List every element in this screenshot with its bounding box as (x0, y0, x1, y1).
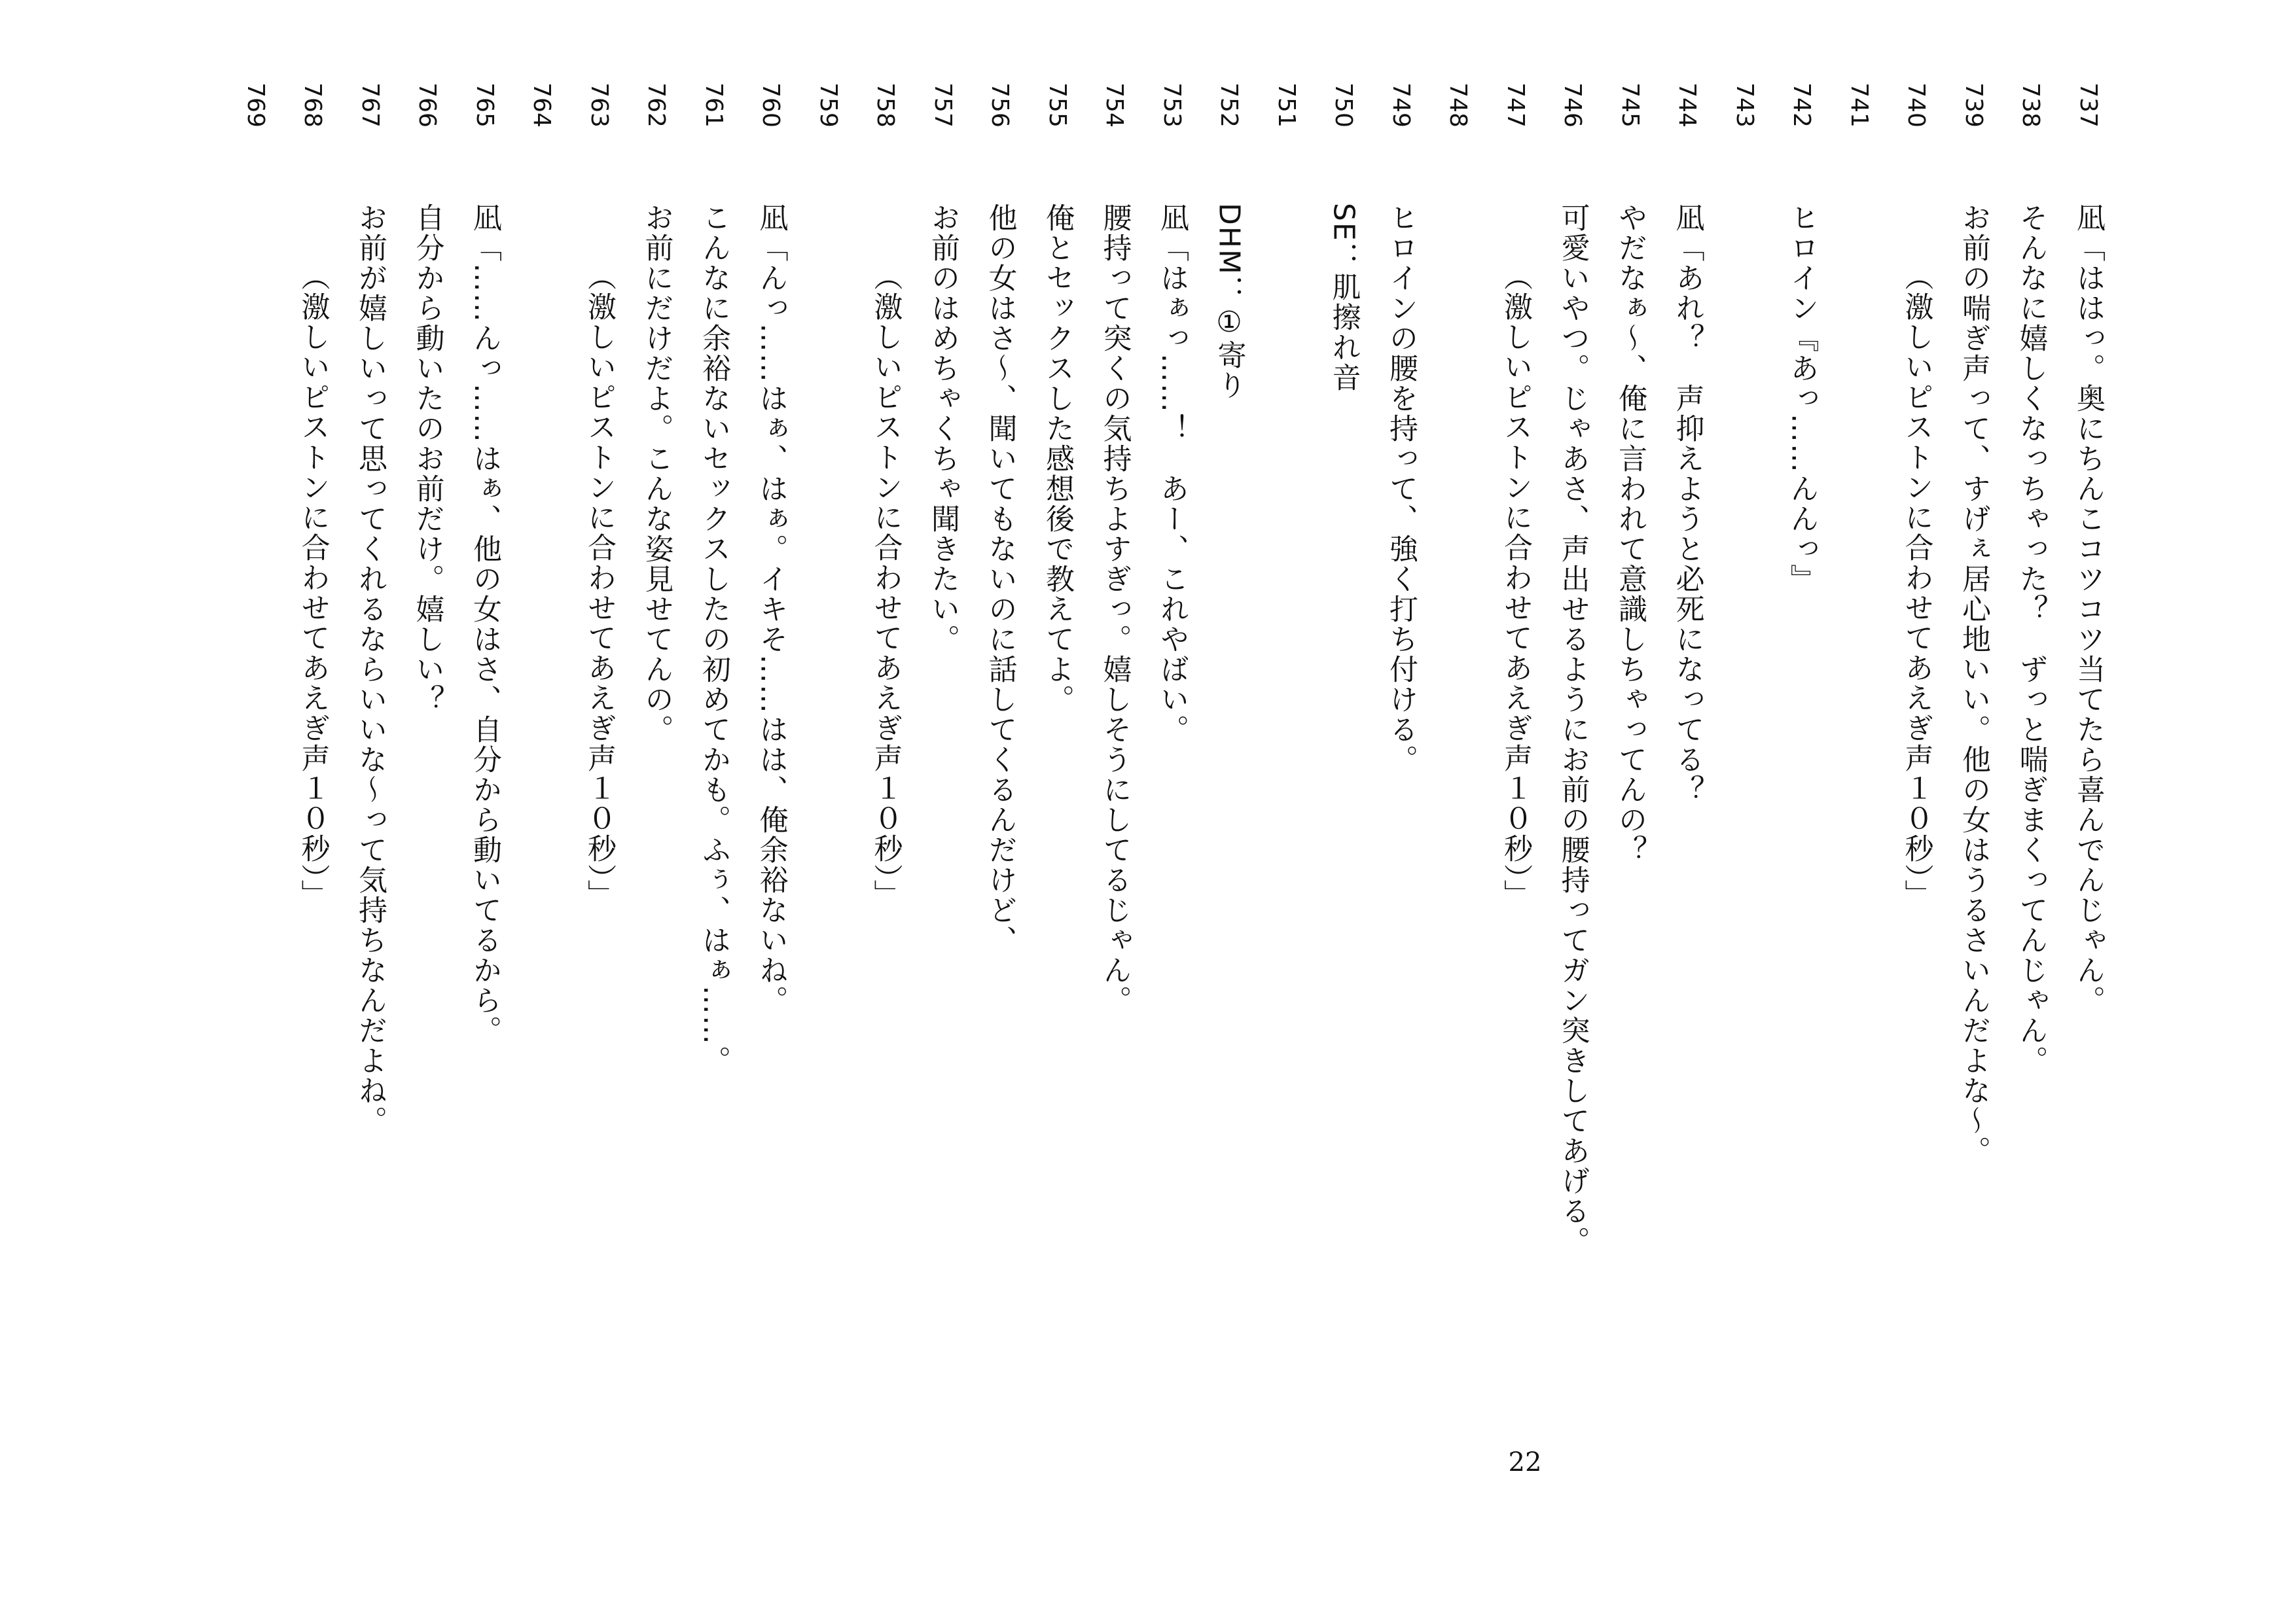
line-text-wrap (287, 203, 339, 1446)
script-line (1661, 0, 1713, 1624)
line-number-wrap (687, 82, 740, 128)
line-number-wrap (1145, 82, 1198, 128)
line-number: 741 (1845, 82, 1873, 128)
script-line (1260, 0, 1312, 1624)
line-text-wrap (1661, 203, 1713, 1446)
line-number: 737 (2074, 82, 2102, 128)
line-number-wrap (1318, 82, 1370, 128)
line-number: 750 (1330, 82, 1357, 128)
line-number: 768 (299, 82, 326, 128)
line-text: 自分から動いたのお前だけ。嬉しい？ (410, 203, 444, 715)
line-text-wrap (401, 203, 454, 1446)
line-text-wrap (859, 203, 912, 1446)
speaker-name: ヒロイン (1785, 203, 1819, 323)
script-line (1604, 0, 1656, 1624)
line-number-wrap (745, 82, 797, 128)
line-number: 755 (1043, 82, 1071, 128)
line-text-wrap (1031, 203, 1083, 1446)
line-number: 746 (1559, 82, 1586, 128)
line-number-wrap (1604, 82, 1656, 128)
line-text: 腰持って突くの気持ちよすぎっ。嬉しそうにしてるじゃん。 (1098, 203, 1132, 1015)
line-number-wrap (1718, 82, 1770, 128)
line-number: 744 (1674, 82, 1700, 128)
line-text: 「はぁっ……！ あー、これやばい。 (1155, 233, 1189, 745)
line-text-wrap (458, 203, 511, 1446)
line-number-wrap (1547, 82, 1599, 128)
script-line (1947, 0, 2000, 1624)
script-line (344, 0, 396, 1624)
line-text: 『あっ……んんっ』 (1785, 323, 1819, 594)
line-number: 754 (1101, 82, 1128, 128)
speaker-name: 凪 (2072, 203, 2105, 233)
script-line (687, 0, 740, 1624)
line-number: 758 (872, 82, 899, 128)
line-text: DHM：①寄り (1212, 203, 1246, 400)
line-number: 764 (528, 82, 555, 128)
line-number-wrap (802, 82, 854, 128)
script-line (1890, 0, 1943, 1624)
script-line (573, 0, 625, 1624)
line-text: SE：肌擦れ音 (1327, 203, 1361, 393)
line-text-wrap (745, 203, 797, 1446)
line-text-wrap (1432, 203, 1484, 1446)
line-number-wrap (2005, 82, 2057, 128)
line-number: 740 (1903, 82, 1929, 128)
line-text: お前が嬉しいって思ってくれるならいいな～って気持ちなんだよね。 (353, 203, 387, 1136)
line-number: 766 (414, 82, 440, 128)
line-text-wrap (687, 203, 740, 1446)
script-line (458, 0, 511, 1624)
line-number: 756 (986, 82, 1013, 128)
line-text: ヒロインの腰を持って、強く打ち付ける。 (1384, 203, 1418, 775)
line-text-wrap (974, 203, 1026, 1446)
line-text-wrap (2062, 203, 2114, 1446)
script-line (1088, 0, 1141, 1624)
line-number: 745 (1616, 82, 1643, 128)
line-text: （激しいピストンに合わせてあえぎ声１０秒）」 (869, 262, 903, 909)
line-text-wrap (229, 203, 281, 1446)
line-number-wrap (1776, 82, 1828, 128)
speaker-name: 凪 (1670, 203, 1704, 233)
line-text-wrap (1890, 203, 1943, 1446)
line-text-wrap (1145, 203, 1198, 1446)
line-text-wrap (1833, 203, 1885, 1446)
line-number-wrap (1374, 82, 1427, 128)
line-text-wrap (1374, 203, 1427, 1446)
line-number: 761 (700, 82, 727, 128)
line-number-wrap (1947, 82, 2000, 128)
line-text: やだなぁ～、俺に言われて意識しちゃってんの？ (1613, 203, 1647, 865)
line-number-wrap (1088, 82, 1141, 128)
script-line (630, 0, 683, 1624)
line-text: （激しいピストンに合わせてあえぎ声１０秒）」 (296, 262, 330, 909)
line-number-wrap (573, 82, 625, 128)
script-line (859, 0, 912, 1624)
line-text-wrap (1547, 203, 1599, 1446)
line-text-wrap (1604, 203, 1656, 1446)
line-text: お前のはめちゃくちゃ聞きたい。 (926, 203, 960, 654)
line-number: 757 (929, 82, 956, 128)
line-text: そんなに嬉しくなっちゃった？ ずっと喘ぎまくってんじゃん。 (2014, 203, 2048, 1076)
script-line (1718, 0, 1770, 1624)
line-number: 747 (1501, 82, 1529, 128)
line-text-wrap (1260, 203, 1312, 1446)
line-text: お前の喘ぎ声って、すげぇ居心地いい。他の女はうるさいんだよな～。 (1957, 203, 1990, 1166)
line-text-wrap (916, 203, 969, 1446)
script-line (287, 0, 339, 1624)
script-line (1374, 0, 1427, 1624)
line-text-wrap (1088, 203, 1141, 1446)
script-line (802, 0, 854, 1624)
line-text: （激しいピストンに合わせてあえぎ声１０秒）」 (1899, 262, 1933, 909)
line-number: 742 (1788, 82, 1815, 128)
line-text-wrap (2005, 203, 2057, 1446)
speaker-name: 凪 (468, 203, 501, 233)
line-text-wrap (1203, 203, 1255, 1446)
line-text-wrap (1947, 203, 2000, 1446)
line-number: 752 (1215, 82, 1242, 128)
script-line (1318, 0, 1370, 1624)
script-line (2005, 0, 2057, 1624)
line-text: （激しいピストンに合わせてあえぎ声１０秒）」 (583, 262, 616, 909)
line-number-wrap (458, 82, 511, 128)
line-number-wrap (516, 82, 568, 128)
script-line (1776, 0, 1828, 1624)
line-number: 769 (242, 82, 269, 128)
line-number: 753 (1158, 82, 1185, 128)
line-number-wrap (630, 82, 683, 128)
line-text: こんなに余裕ないセックスしたの初めてかも。ふぅ、はぁ……。 (697, 203, 730, 1076)
line-text-wrap (344, 203, 396, 1446)
script-line (1547, 0, 1599, 1624)
line-number-wrap (1031, 82, 1083, 128)
line-text: 俺とセックスした感想後で教えてよ。 (1041, 203, 1074, 715)
script-line (1031, 0, 1083, 1624)
line-number-wrap (1890, 82, 1943, 128)
line-number-wrap (401, 82, 454, 128)
line-number: 767 (356, 82, 384, 128)
speaker-name: 凪 (1155, 203, 1189, 233)
line-text-wrap (516, 203, 568, 1446)
line-number-wrap (1489, 82, 1541, 128)
line-number-wrap (1203, 82, 1255, 128)
line-number: 759 (814, 82, 842, 128)
line-number-wrap (859, 82, 912, 128)
line-number: 739 (1960, 82, 1987, 128)
line-text-wrap (1489, 203, 1541, 1446)
line-number-wrap (287, 82, 339, 128)
line-text: 可愛いやつ。じゃあさ、声出せるようにお前の腰持ってガン突きしてあげる。 (1556, 203, 1590, 1256)
line-text: （激しいピストンに合わせてあえぎ声１０秒）」 (1499, 262, 1532, 909)
line-number: 748 (1444, 82, 1471, 128)
line-text: 「ははっ。奥にちんこコツコツ当てたら喜んでんじゃん。 (2072, 233, 2105, 1015)
line-text-wrap (573, 203, 625, 1446)
line-number: 751 (1272, 82, 1300, 128)
script-line (974, 0, 1026, 1624)
speaker-name: 凪 (754, 203, 788, 233)
line-number: 749 (1387, 82, 1414, 128)
line-text: お前にだけだよ。こんな姿見せてんの。 (639, 203, 673, 745)
script-line (1203, 0, 1255, 1624)
line-number-wrap (229, 82, 281, 128)
script-line (229, 0, 281, 1624)
script-line (1489, 0, 1541, 1624)
line-number-wrap (1833, 82, 1885, 128)
line-number: 743 (1731, 82, 1758, 128)
script-line (401, 0, 454, 1624)
line-number: 760 (757, 82, 784, 128)
line-text: 「……んっ……はぁ、他の女はさ、自分から動いてるから。 (468, 233, 501, 1046)
script-line (1432, 0, 1484, 1624)
line-number-wrap (2062, 82, 2114, 128)
line-text-wrap (802, 203, 854, 1446)
script-line (2062, 0, 2114, 1624)
line-text-wrap (1776, 203, 1828, 1446)
line-number-wrap (1432, 82, 1484, 128)
line-number-wrap (974, 82, 1026, 128)
line-text-wrap (1718, 203, 1770, 1446)
line-text: 「んっ……はぁ、はぁ。イキそ……はは、俺余裕ないね。 (754, 233, 788, 1015)
line-number: 763 (585, 82, 613, 128)
script-line (516, 0, 568, 1624)
line-text: 他の女はさ～、聞いてもないのに話してくるんだけど、 (983, 203, 1017, 955)
script-line (916, 0, 969, 1624)
line-text-wrap (1318, 203, 1370, 1446)
line-number-wrap (1661, 82, 1713, 128)
line-number-wrap (1260, 82, 1312, 128)
page-number: 22 (1508, 1447, 1542, 1477)
line-number: 762 (643, 82, 670, 128)
line-number: 765 (471, 82, 498, 128)
line-text: 「あれ？ 声抑えようと必死になってる？ (1670, 233, 1704, 805)
line-number-wrap (916, 82, 969, 128)
line-text-wrap (630, 203, 683, 1446)
script-line (1145, 0, 1198, 1624)
script-line (745, 0, 797, 1624)
line-number-wrap (344, 82, 396, 128)
script-line (1833, 0, 1885, 1624)
line-number: 738 (2017, 82, 2044, 128)
